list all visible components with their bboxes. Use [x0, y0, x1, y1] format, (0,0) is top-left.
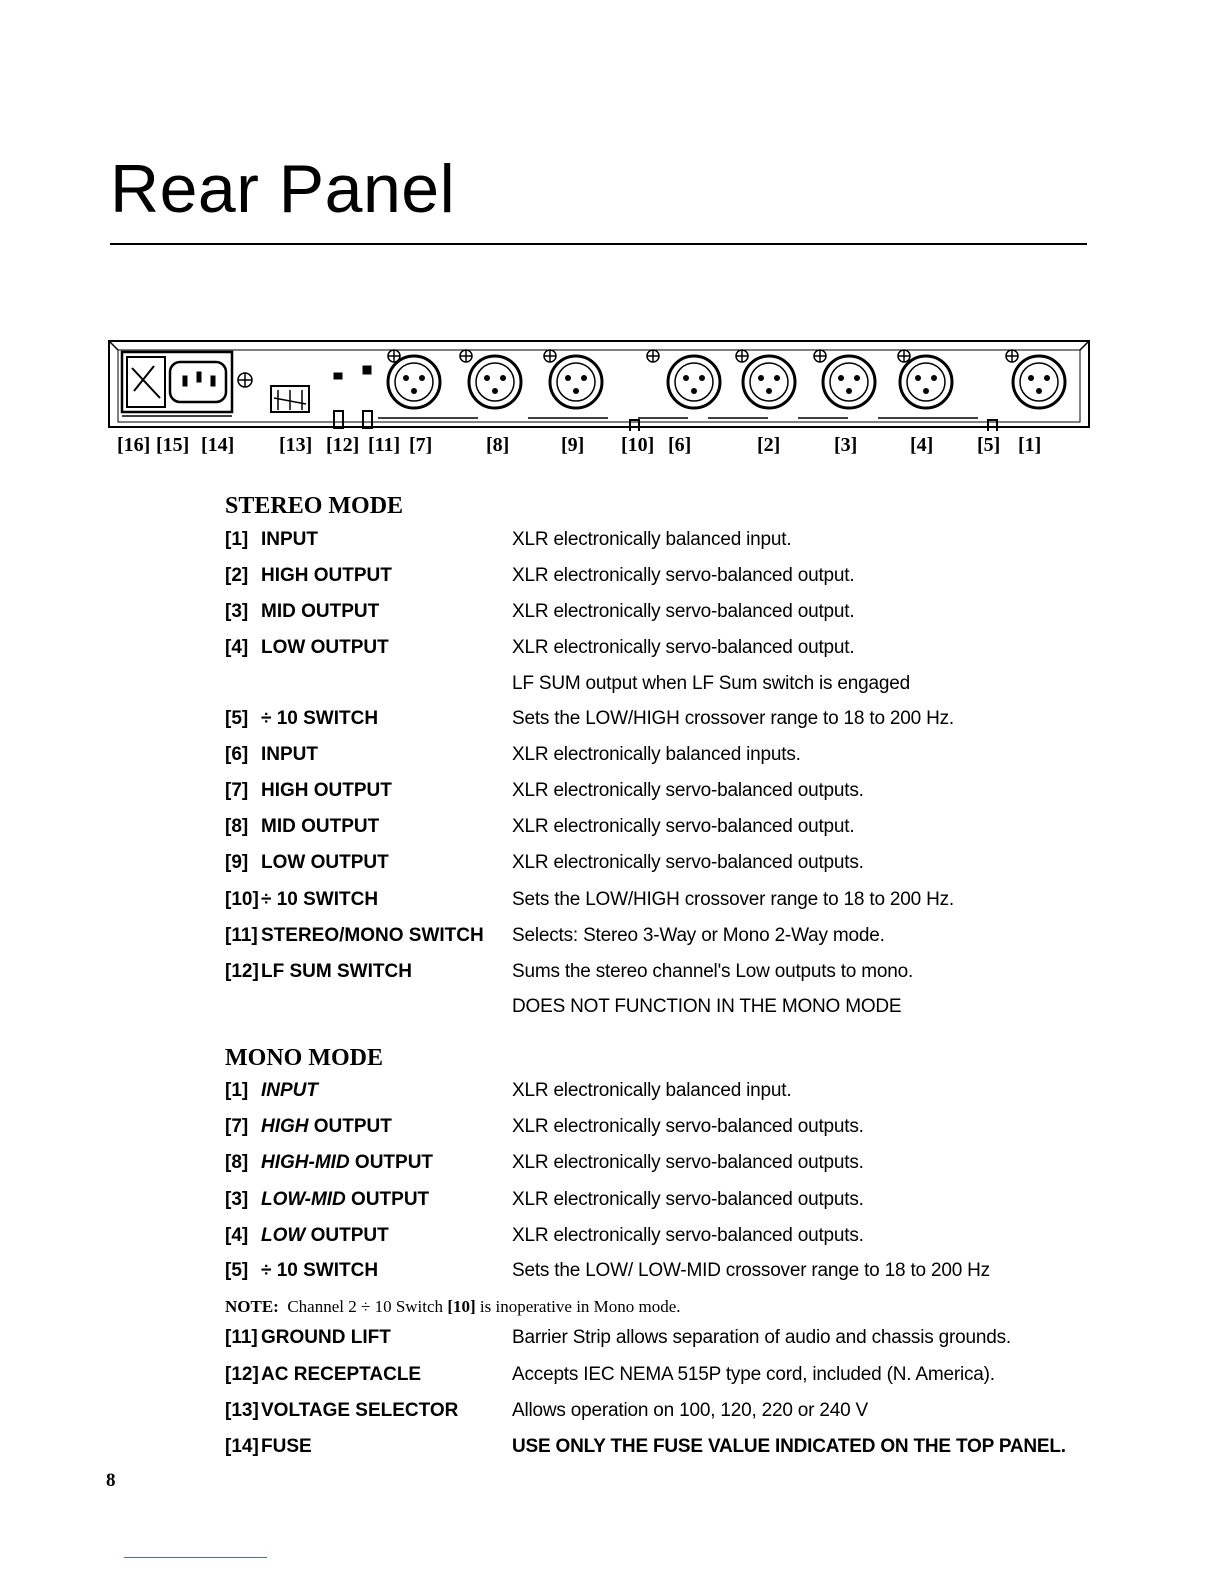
stereo-row: [6] INPUT XLR electronically balanced inputs.: [225, 744, 801, 765]
stereo-row: [8] MID OUTPUT XLR electronically servo-balanced output.: [225, 816, 855, 837]
callout-5: [5]: [977, 434, 1001, 456]
stereo-row: [9] LOW OUTPUT XLR electronically servo-balanced outputs.: [225, 852, 864, 873]
mono-row: [1] INPUT XLR electronically balanced input.: [225, 1080, 792, 1101]
general-row: [12] AC RECEPTACLE Accepts IEC NEMA 515P type cord, included (N. America).: [225, 1364, 995, 1385]
mono-row: [5] ÷ 10 SWITCH Sets the LOW/ LOW-MID crossover range to 18 to 200 Hz: [225, 1260, 990, 1281]
callout-10: [10]: [621, 434, 655, 456]
stereo-row: [5] ÷ 10 SWITCH Sets the LOW/HIGH crossover range to 18 to 200 Hz.: [225, 708, 954, 729]
callout-15: [15]: [156, 434, 190, 456]
general-row: [11] GROUND LIFT Barrier Strip allows separation of audio and chassis grounds.: [225, 1327, 1011, 1348]
title-divider: [110, 243, 1087, 245]
callout-2: [2]: [757, 434, 781, 456]
callout-3: [3]: [834, 434, 858, 456]
general-row: [14] FUSE USE ONLY THE FUSE VALUE INDICATED ON THE TOP PANEL.: [225, 1436, 1066, 1457]
callout-7: [7]: [409, 434, 433, 456]
mono-mode-note: NOTE: Channel 2 ÷ 10 Switch [10] is inoperative in Mono mode.: [225, 1297, 681, 1316]
mono-mode-heading: MONO MODE: [225, 1045, 383, 1071]
callout-6: [6]: [668, 434, 692, 456]
rear-panel-illustration: [108, 336, 1090, 431]
callout-11: [11]: [368, 434, 401, 456]
stereo-row: [11] STEREO/MONO SWITCH Selects: Stereo 3-Way or Mono 2-Way mode.: [225, 925, 885, 946]
callout-12: [12]: [326, 434, 360, 456]
stereo-mode-heading: STEREO MODE: [225, 493, 404, 519]
stereo-row: [4] LOW OUTPUT XLR electronically servo-balanced output.: [225, 637, 855, 658]
mono-row: [3] LOW-MID OUTPUT XLR electronically servo-balanced outputs.: [225, 1189, 864, 1210]
mono-row: [7] HIGH OUTPUT XLR electronically servo-balanced outputs.: [225, 1116, 864, 1137]
callout-9: [9]: [561, 434, 585, 456]
callout-1: [1]: [1018, 434, 1042, 456]
mono-row: [4] LOW OUTPUT XLR electronically servo-balanced outputs.: [225, 1225, 864, 1246]
footer-divider: [124, 1557, 267, 1558]
callout-13: [13]: [279, 434, 313, 456]
page-number: 8: [106, 1470, 116, 1491]
general-row: [13] VOLTAGE SELECTOR Allows operation on 100, 120, 220 or 240 V: [225, 1400, 869, 1421]
stereo-row: LF SUM output when LF Sum switch is engaged: [512, 673, 910, 694]
stereo-row: [3] MID OUTPUT XLR electronically servo-balanced output.: [225, 601, 855, 622]
stereo-row: [12] LF SUM SWITCH Sums the stereo channel's Low outputs to mono.: [225, 961, 914, 982]
stereo-row: [2] HIGH OUTPUT XLR electronically servo-balanced output.: [225, 565, 855, 586]
page-title: Rear Panel: [110, 151, 456, 227]
stereo-row: [7] HIGH OUTPUT XLR electronically servo-balanced outputs.: [225, 780, 864, 801]
stereo-row: DOES NOT FUNCTION IN THE MONO MODE: [512, 996, 902, 1017]
callout-8: [8]: [486, 434, 510, 456]
callout-16: [16]: [117, 434, 151, 456]
panel-callout-labels: [0, 434, 1224, 464]
stereo-row: [1] INPUT XLR electronically balanced input.: [225, 529, 792, 550]
mono-row: [8] HIGH-MID OUTPUT XLR electronically servo-balanced outputs.: [225, 1152, 864, 1173]
callout-4: [4]: [910, 434, 934, 456]
stereo-row: [10] ÷ 10 SWITCH Sets the LOW/HIGH crossover range to 18 to 200 Hz.: [225, 889, 954, 910]
callout-14: [14]: [201, 434, 235, 456]
